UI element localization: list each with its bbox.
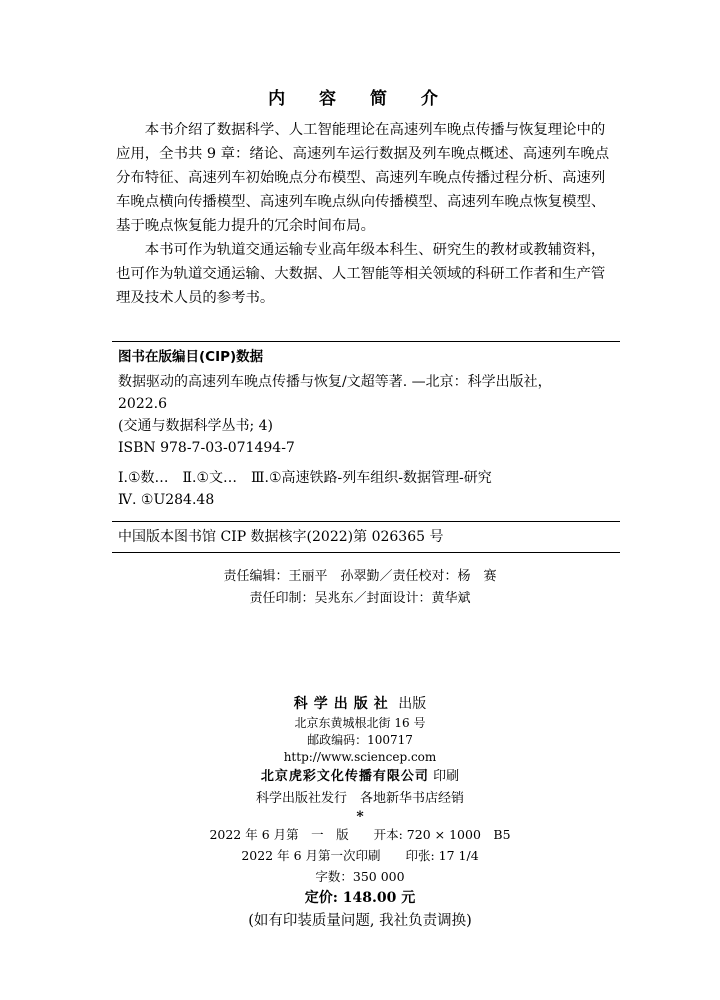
editors-block: [0, 566, 720, 610]
intro-body: [116, 118, 616, 310]
publishing-block: [0, 693, 720, 933]
cip-title-line: 数据驱动的高速列车晚点传播与恢复/文超等著. —北京：科学出版社，: [118, 374, 552, 390]
cip-classification-line: Ⅳ. ①U284.48: [118, 492, 215, 508]
cip-heading: 图书在版编目(CIP)数据: [118, 349, 264, 365]
printer-line: [0, 766, 720, 788]
price: 定价: 148.00 元: [304, 890, 416, 906]
cip-bottom-rule: [112, 552, 620, 553]
cip-divider: [112, 521, 620, 522]
intro-title: 内 容 简 介: [268, 89, 452, 109]
printer-name: 北京虎彩文化传播有限公司: [260, 769, 429, 784]
publisher-website: http://www.sciencep.com: [283, 750, 437, 764]
intro-paragraph: 本书介绍了数据科学、人工智能理论在高速列车晚点传播与恢复理论中的应用，全书共 9 章：绪论、高速列车运行数据及列车晚点概述、高速列车晚点分布特征、高速列车初始晚点分布模型、高速列车晚点传播过程分析、高速列车晚点横向传播模型、高速列车晚点纵向传播模型、高速列车晚点恢复模型、基于晚点恢复能力提升的冗余时间布局。: [116, 122, 610, 234]
cip-date-line: 2022.6: [118, 396, 167, 412]
printer-suffix: 印刷: [433, 769, 460, 784]
publisher-postcode: 邮政编码：100717: [307, 733, 413, 747]
quality-note: (如有印装质量问题, 我社负责调换): [248, 913, 472, 929]
publisher-suffix: 出版: [398, 696, 427, 712]
publisher-name: 科学出版社: [293, 696, 394, 712]
cip-block: [112, 341, 620, 553]
distribution-line: 科学出版社发行 各地新华书店经销: [255, 791, 464, 806]
cip-classification-line: Ⅰ.①数… Ⅱ.①文… Ⅲ.①高速铁路-列车组织-数据管理-研究: [118, 470, 492, 486]
print-line: 2022 年 6 月第一次印刷 印张: 17 1/4: [241, 848, 479, 863]
word-count: 字数：350 000: [315, 869, 405, 884]
cip-series-line: (交通与数据科学丛书; 4): [118, 418, 273, 434]
publisher-address: 北京东黄城根北街 16 号: [294, 716, 426, 730]
cip-gap: [112, 459, 620, 467]
publisher-line: [0, 693, 720, 715]
intro-paragraph: 本书可作为轨道交通运输专业高年级本科生、研究生的教材或教辅资料，也可作为轨道交通运输、大数据、人工智能等相关领域的科研工作者和生产管理及技术人员的参考书。: [116, 242, 606, 306]
edition-line: 2022 年 6 月第 一 版 开本: 720 × 1000 B5: [209, 827, 511, 842]
editors-line: 责任编辑：王丽平 孙翠勤／责任校对：杨 赛: [223, 569, 497, 584]
cip-number-line: 中国版本图书馆 CIP 数据核字(2022)第 026365 号: [118, 529, 444, 545]
cip-isbn-line: ISBN 978-7-03-071494-7: [118, 440, 295, 456]
separator-star: *: [356, 809, 364, 825]
editors-line: 责任印制：吴兆东／封面设计：黄华斌: [249, 591, 471, 606]
